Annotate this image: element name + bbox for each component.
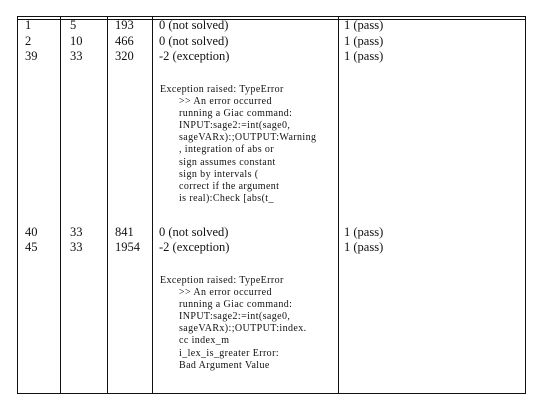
row-result: -2 (exception) bbox=[159, 49, 230, 63]
row-grade: 1 (pass) bbox=[344, 18, 384, 32]
row-col3: 1954 bbox=[115, 240, 140, 254]
exception-line: sign by intervals ( bbox=[179, 168, 259, 180]
row-col2: 5 bbox=[70, 18, 77, 32]
column-divider-4 bbox=[338, 17, 339, 393]
exception-line: sign assumes constant bbox=[179, 156, 276, 168]
row-grade: 1 (pass) bbox=[344, 49, 384, 63]
row-id: 39 bbox=[25, 49, 38, 63]
exception-line: cc index_m bbox=[179, 335, 230, 347]
exception-line: i_lex_is_greater Error: bbox=[179, 347, 279, 359]
table-top-rule bbox=[18, 19, 525, 20]
exception-line: is real):Check [abs(t_ bbox=[179, 192, 274, 204]
exception-message bbox=[160, 275, 307, 372]
row-id: 2 bbox=[25, 34, 32, 48]
row-col2: 33 bbox=[70, 225, 83, 239]
column-divider-2 bbox=[107, 17, 108, 393]
row-result: 0 (not solved) bbox=[159, 225, 229, 239]
exception-line: >> An error occurred bbox=[179, 96, 272, 108]
row-col2: 10 bbox=[70, 34, 83, 48]
row-id: 40 bbox=[25, 225, 38, 239]
results-table bbox=[17, 16, 526, 394]
row-result: 0 (not solved) bbox=[159, 18, 229, 32]
exception-line: INPUT:sage2:=int(sage0, bbox=[179, 120, 291, 132]
exception-line: sageVARx):;OUTPUT:Warning bbox=[179, 132, 317, 144]
row-id: 45 bbox=[25, 240, 38, 254]
exception-line: Exception raised: TypeError bbox=[160, 275, 284, 286]
exception-line: sageVARx):;OUTPUT:index. bbox=[179, 323, 307, 335]
exception-line: INPUT:sage2:=int(sage0, bbox=[179, 311, 291, 323]
row-grade: 1 (pass) bbox=[344, 225, 384, 239]
row-col3: 193 bbox=[115, 18, 134, 32]
row-grade: 1 (pass) bbox=[344, 240, 384, 254]
column-divider-1 bbox=[60, 17, 61, 393]
exception-message bbox=[160, 84, 316, 205]
exception-line: Exception raised: TypeError bbox=[160, 84, 284, 95]
row-result: 0 (not solved) bbox=[159, 34, 229, 48]
row-grade: 1 (pass) bbox=[344, 34, 384, 48]
row-col2: 33 bbox=[70, 240, 83, 254]
row-col3: 841 bbox=[115, 225, 134, 239]
row-id: 1 bbox=[25, 18, 32, 32]
exception-line: correct if the argument bbox=[179, 180, 280, 192]
exception-line: running a Giac command: bbox=[179, 299, 293, 311]
column-divider-3 bbox=[152, 17, 153, 393]
exception-line: Bad Argument Value bbox=[179, 359, 270, 371]
exception-line: >> An error occurred bbox=[179, 287, 272, 299]
row-col2: 33 bbox=[70, 49, 83, 63]
row-result: -2 (exception) bbox=[159, 240, 230, 254]
row-col3: 320 bbox=[115, 49, 134, 63]
row-col3: 466 bbox=[115, 34, 134, 48]
exception-line: running a Giac command: bbox=[179, 108, 293, 120]
exception-line: , integration of abs or bbox=[179, 144, 275, 156]
